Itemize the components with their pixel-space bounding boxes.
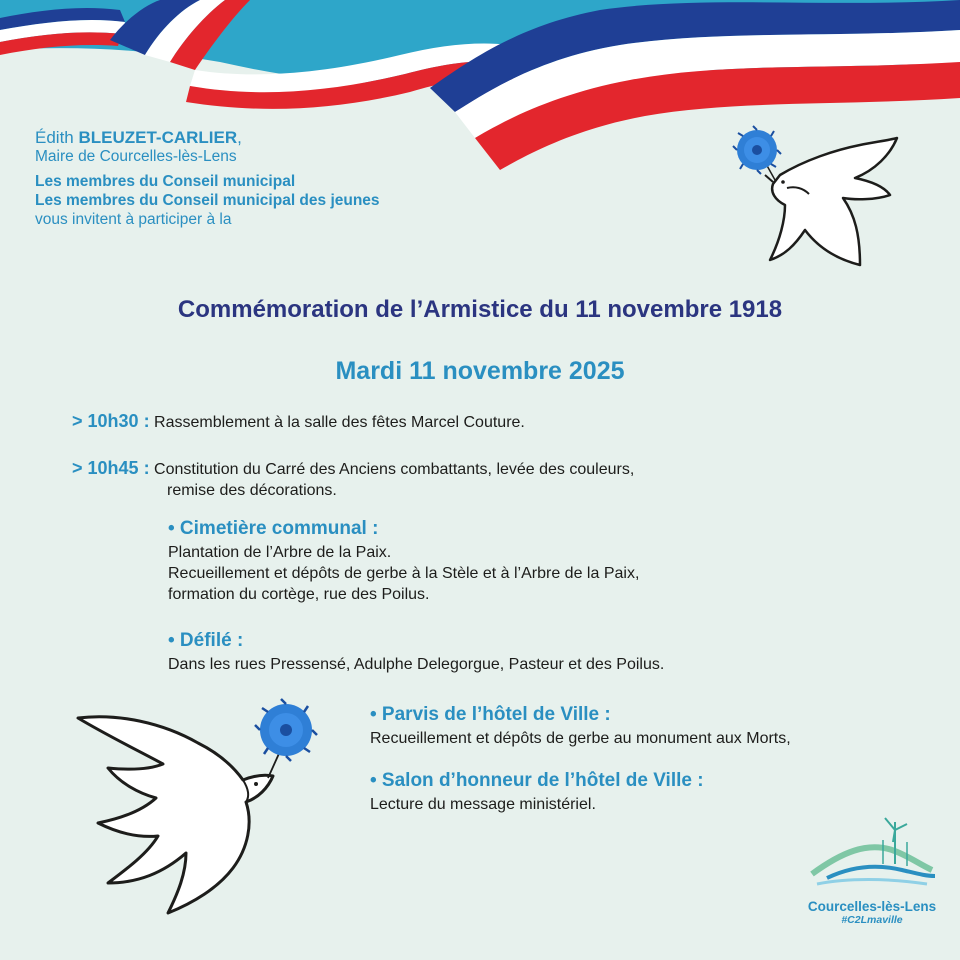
schedule-item-1030: > 10h30 : Rassemblement à la salle des fêtes Marcel Couture. <box>72 411 525 431</box>
time-1045: 10h45 : <box>87 458 150 478</box>
invitation-text: vous invitent à participer à la <box>35 211 232 228</box>
town-logo-name: Courcelles-lès-Lens <box>807 899 937 914</box>
council-members: Les membres du Conseil municipal <box>35 173 296 190</box>
peace-dove-icon <box>725 120 905 280</box>
peace-dove-icon <box>68 698 338 938</box>
town-logo <box>802 812 942 926</box>
parade-section: • Défilé : Dans les rues Pressensé, Adulphe Delegorgue, Pasteur et des Poilus. <box>168 630 665 673</box>
event-date: Mardi 11 novembre 2025 <box>335 357 625 385</box>
youth-council-members: Les membres du Conseil municipal des jeunes <box>35 192 380 209</box>
mayor-role: Maire de Courcelles-lès-Lens <box>35 148 237 165</box>
town-hall-title: • Parvis de l’hôtel de Ville : <box>370 704 611 725</box>
cemetery-title: • Cimetière communal : <box>168 518 379 539</box>
mayor-name: Édith BLEUZET-CARLIER, <box>35 128 242 147</box>
town-hall-section: • Parvis de l’hôtel de Ville : Recueillement et dépôts de gerbe au monument aux Morts, <box>370 704 791 747</box>
cornflower-icon <box>255 699 317 761</box>
town-logo-icon <box>807 812 937 892</box>
town-logo-tagline: #C2Lmaville <box>841 914 903 926</box>
hosts-block <box>35 128 380 229</box>
cemetery-section: • Cimetière communal : Plantation de l’Arbre de la Paix. Recueillement et dépôts de gerbe à la Stèle et à l’Arbre de la Paix, formation du cortège, rue des Poilus. <box>168 518 640 603</box>
event-title: Commémoration de l’Armistice du 11 novembre 1918 <box>177 296 783 323</box>
schedule-item-1045: > 10h45 : Constitution du Carré des Anciens combattants, levée des couleurs, remise des décorations. <box>72 458 635 499</box>
parade-title: • Défilé : <box>168 630 244 651</box>
salon-section: • Salon d’honneur de l’hôtel de Ville : Lecture du message ministériel. <box>370 770 704 813</box>
time-1030: 10h30 : <box>87 411 150 431</box>
salon-title: • Salon d’honneur de l’hôtel de Ville : <box>370 770 704 791</box>
cornflower-icon <box>733 126 781 174</box>
mayor-last-name: BLEUZET-CARLIER <box>78 128 238 147</box>
